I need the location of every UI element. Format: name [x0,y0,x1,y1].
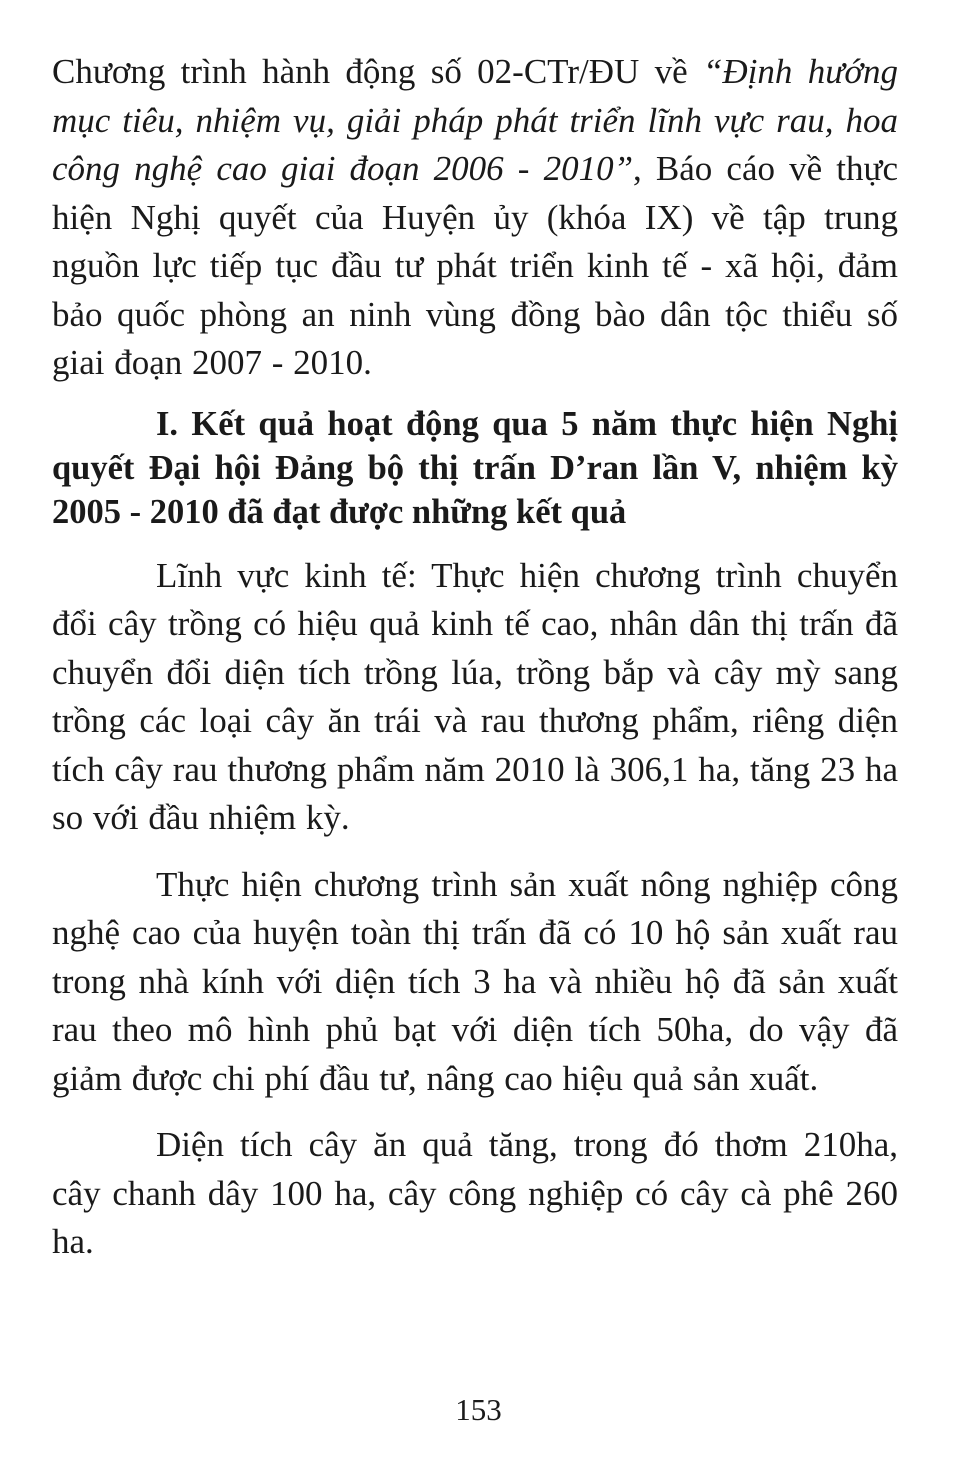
page-body [52,48,898,1388]
paragraph-economy: Lĩnh vực kinh tế: Thực hiện chương trình chuyển đổi cây trồng có hiệu quả kinh tế cao, nhân dân thị trấn đã chuyển đổi diện tích trồng lúa, trồng bắp và cây mỳ sang trồng các loại cây ăn trái và rau thương phẩm, riêng diện tích cây rau thương phẩm năm 2010 là 306,1 ha, tăng 23 ha so với đầu nhiệm kỳ. [52,555,898,837]
intro-suffix: , Báo cáo về thực hiện Nghị quyết của Huyện ủy (khóa IX) về tập trung nguồn lực tiếp tục đầu tư phát triển kinh tế - xã hội, đảm bảo quốc phòng an ninh vùng đồng bào dân tộc thiểu số giai đoạn 2007 - 2010. [52,149,898,382]
intro-italic-title: “Định hướng mục tiêu, nhiệm vụ, giải pháp phát triển lĩnh vực rau, hoa công nghệ cao giai đoạn 2006 - 2010” [52,52,899,188]
intro-paragraph [52,48,898,388]
intro-prefix: Chương trình hành động số 02-CTr/ĐU về [52,52,703,91]
paragraph-high-tech-agriculture: Thực hiện chương trình sản xuất nông nghiệp công nghệ cao của huyện toàn thị trấn đã có 10 hộ sản xuất rau trong nhà kính với diện tích 3 ha và nhiều hộ đã sản xuất rau theo mô hình phủ bạt với diện tích 50ha, do vậy đã giảm được chi phí đầu tư, nâng cao hiệu quả sản xuất. [52,864,898,1098]
page-number: 153 [455,1392,502,1427]
paragraph-fruit-area: Diện tích cây ăn quả tăng, trong đó thơm 210ha, cây chanh dây 100 ha, cây công nghiệp có cây cà phê 260 ha. [52,1125,898,1261]
section-heading: I. Kết quả hoạt động qua 5 năm thực hiện Nghị quyết Đại hội Đảng bộ thị trấn D’ran lần V, nhiệm kỳ 2005 - 2010 đã đạt được những kết quả [52,404,898,531]
